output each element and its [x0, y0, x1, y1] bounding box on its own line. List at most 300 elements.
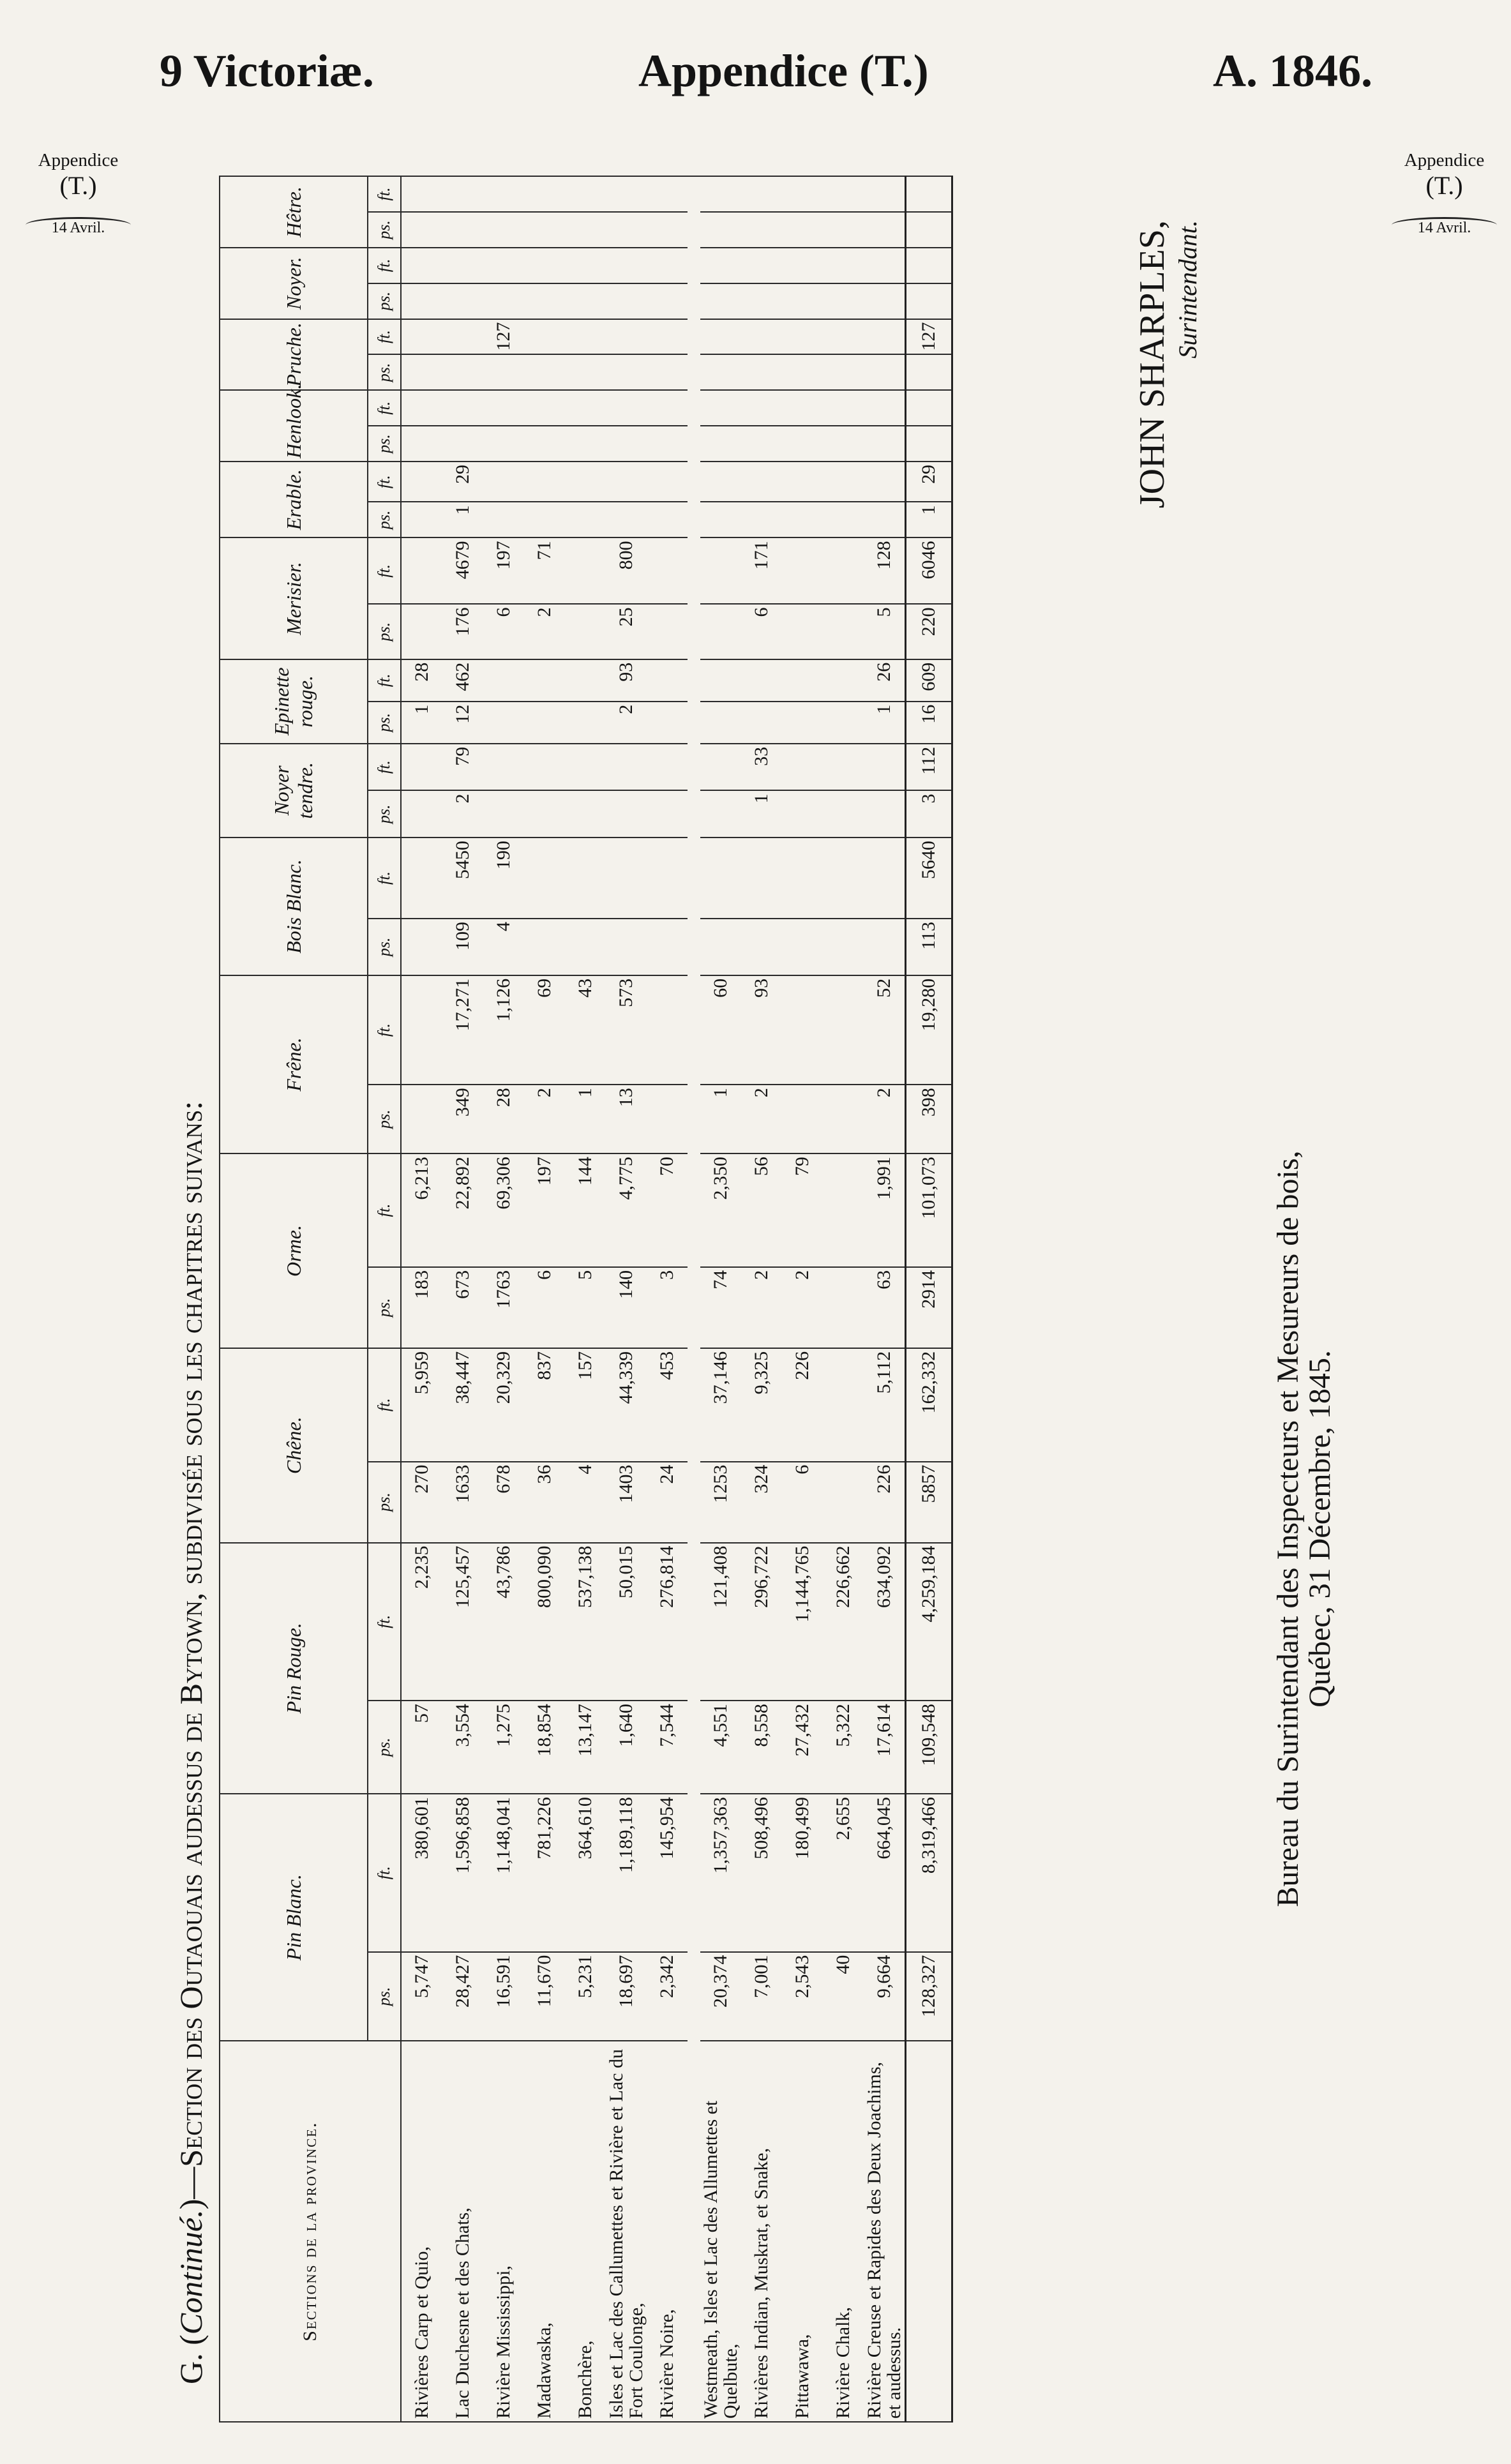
- table-cell: 157: [565, 1348, 606, 1462]
- table-cell: [565, 390, 606, 426]
- total-cell: 19,280: [906, 975, 952, 1085]
- table-cell: [700, 790, 741, 838]
- table-cell: [606, 790, 647, 838]
- table-cell: [647, 354, 688, 390]
- table-cell: [864, 212, 906, 248]
- total-cell: 128,327: [906, 1952, 952, 2041]
- table-cell: [565, 919, 606, 975]
- table-cell: 673: [442, 1267, 483, 1348]
- table-cell: 781,226: [524, 1794, 565, 1952]
- table-cell: 1: [565, 1085, 606, 1153]
- table-cell: [741, 659, 782, 702]
- table-cell: [565, 354, 606, 390]
- table-cell: [647, 975, 688, 1085]
- side-note-letter: (T.): [59, 171, 97, 200]
- table-cell: 5,747: [401, 1952, 442, 2041]
- table-cell: 11,670: [524, 1952, 565, 2041]
- table-cell: 837: [524, 1348, 565, 1462]
- table-cell: [647, 604, 688, 659]
- unit-header: ps.: [368, 212, 401, 248]
- table-cell: [442, 426, 483, 462]
- unit-header: ps.: [368, 1267, 401, 1348]
- table-cell: 60: [700, 975, 741, 1085]
- table-cell: [700, 462, 741, 502]
- table-cell: [823, 1267, 864, 1348]
- table-cell: 18,854: [524, 1701, 565, 1794]
- table-row: [565, 176, 606, 2422]
- total-cell: 4,259,184: [906, 1543, 952, 1701]
- table-cell: 127: [483, 319, 524, 355]
- table-cell: [524, 426, 565, 462]
- table-cell: 4679: [442, 537, 483, 604]
- table-cell: [782, 283, 823, 319]
- table-cell: 79: [782, 1153, 823, 1267]
- table-cell: [864, 838, 906, 919]
- table-cell: [606, 462, 647, 502]
- table-cell: [565, 838, 606, 919]
- table-cell: 462: [442, 659, 483, 702]
- table-cell: [524, 702, 565, 744]
- table-cell: [565, 702, 606, 744]
- table-cell: [823, 659, 864, 702]
- table-cell: [782, 502, 823, 538]
- table-cell: 2,655: [823, 1794, 864, 1952]
- table-cell: 3: [647, 1267, 688, 1348]
- total-cell: 398: [906, 1085, 952, 1153]
- table-cell: [700, 502, 741, 538]
- table-cell: [483, 176, 524, 212]
- total-cell: 609: [906, 659, 952, 702]
- species-column-header: Merisier.: [220, 537, 368, 659]
- table-row: [647, 176, 688, 2422]
- table-cell: [782, 248, 823, 283]
- table-cell: 2: [606, 702, 647, 744]
- table-cell: 38,447: [442, 1348, 483, 1462]
- table-cell: [524, 790, 565, 838]
- table-cell: 573: [606, 975, 647, 1085]
- table-cell: [524, 390, 565, 426]
- table-cell: 52: [864, 975, 906, 1085]
- table-cell: [700, 212, 741, 248]
- table-cell: [782, 212, 823, 248]
- species-column-header: Frêne.: [220, 975, 368, 1153]
- unit-header: ft.: [368, 1543, 401, 1701]
- table-cell: 93: [606, 659, 647, 702]
- table-cell: [823, 1348, 864, 1462]
- table-cell: [741, 283, 782, 319]
- table-cell: 4: [483, 919, 524, 975]
- table-cell: [401, 426, 442, 462]
- table-cell: 1: [864, 702, 906, 744]
- total-cell: 113: [906, 919, 952, 975]
- table-cell: [401, 248, 442, 283]
- table-cell: [524, 176, 565, 212]
- table-cell: 270: [401, 1462, 442, 1543]
- table-cell: [741, 212, 782, 248]
- table-cell: 2: [741, 1267, 782, 1348]
- table-cell: [823, 537, 864, 604]
- table-cell: 1,144,765: [782, 1543, 823, 1701]
- table-cell: 7,544: [647, 1701, 688, 1794]
- table-cell: [401, 604, 442, 659]
- table-cell: 1: [442, 502, 483, 538]
- table-cell: 2: [782, 1267, 823, 1348]
- table-cell: 508,496: [741, 1794, 782, 1952]
- table-cell: 44,339: [606, 1348, 647, 1462]
- table-cell: 71: [524, 537, 565, 604]
- table-cell: 28,427: [442, 1952, 483, 2041]
- table-cell: [483, 283, 524, 319]
- table-cell: [741, 426, 782, 462]
- section-name: Rivière Creuse et Rapides des Deux Joachims, et audessus.: [864, 2041, 906, 2422]
- table-cell: [782, 790, 823, 838]
- species-column-header: Pin Blanc.: [220, 1794, 368, 2041]
- bureau-date: Québec, 31 Décembre, 1845.: [1303, 1350, 1337, 1708]
- table-cell: [823, 790, 864, 838]
- total-cell: 109,548: [906, 1701, 952, 1794]
- signature-title: Surintendant.: [1173, 220, 1202, 359]
- side-note-label: Appendice: [1404, 150, 1485, 170]
- table-cell: 2,235: [401, 1543, 442, 1701]
- section-name: Rivières Carp et Quio,: [401, 2041, 442, 2422]
- table-cell: [647, 1085, 688, 1153]
- table-cell: 27,432: [782, 1701, 823, 1794]
- signature-block: [1132, 220, 1203, 616]
- table-cell: [782, 604, 823, 659]
- table-cell: 664,045: [864, 1794, 906, 1952]
- table-cell: 17,271: [442, 975, 483, 1085]
- unit-header: ps.: [368, 426, 401, 462]
- table-cell: 1: [741, 790, 782, 838]
- table-cell: [782, 659, 823, 702]
- table-cell: 33: [741, 744, 782, 791]
- table-cell: [524, 283, 565, 319]
- section-name: Rivière Noire,: [647, 2041, 688, 2422]
- table-cell: [524, 502, 565, 538]
- table-cell: [565, 604, 606, 659]
- table-cell: [741, 919, 782, 975]
- table-row: [483, 176, 524, 2422]
- table-cell: 2,342: [647, 1952, 688, 2041]
- table-cell: [524, 319, 565, 355]
- table-cell: 5450: [442, 838, 483, 919]
- table-cell: [741, 838, 782, 919]
- table-cell: 183: [401, 1267, 442, 1348]
- table-cell: [823, 919, 864, 975]
- table-cell: 4,551: [700, 1701, 741, 1794]
- table-cell: 176: [442, 604, 483, 659]
- table-cell: [483, 354, 524, 390]
- table-cell: [700, 702, 741, 744]
- species-column-header: Noyer.: [220, 248, 368, 319]
- table-cell: [741, 502, 782, 538]
- bureau-footer: [1272, 827, 1337, 2231]
- total-cell: [906, 248, 952, 283]
- table-cell: 171: [741, 537, 782, 604]
- unit-header: ft.: [368, 1794, 401, 1952]
- table-cell: 9,664: [864, 1952, 906, 2041]
- species-column-header: Epinette rouge.: [220, 659, 368, 744]
- table-cell: 74: [700, 1267, 741, 1348]
- section-name: Rivières Indian, Muskrat, et Snake,: [741, 2041, 782, 2422]
- section-name: Rivière Mississippi,: [483, 2041, 524, 2422]
- table-cell: [647, 919, 688, 975]
- table-cell: 5,322: [823, 1701, 864, 1794]
- table-cell: [442, 283, 483, 319]
- table-cell: [864, 426, 906, 462]
- table-cell: [606, 212, 647, 248]
- table-row: [823, 176, 864, 2422]
- unit-header: ft.: [368, 537, 401, 604]
- species-column-header: Henlook.: [220, 390, 368, 462]
- table-cell: [647, 248, 688, 283]
- title-prefix: G. (: [173, 2334, 209, 2384]
- table-cell: 79: [442, 744, 483, 791]
- section-name: Rivière Chalk,: [823, 2041, 864, 2422]
- total-cell: 1: [906, 502, 952, 538]
- table-cell: 197: [524, 1153, 565, 1267]
- table-cell: [606, 283, 647, 319]
- species-column-header: Pin Rouge.: [220, 1543, 368, 1794]
- table-cell: [647, 838, 688, 919]
- header-session: 9 Victoriæ.: [160, 45, 374, 96]
- unit-header: ft.: [368, 975, 401, 1085]
- table-cell: [401, 919, 442, 975]
- unit-header: ft.: [368, 838, 401, 919]
- table-cell: [823, 1153, 864, 1267]
- table-cell: [401, 1085, 442, 1153]
- species-column-header: Erable.: [220, 462, 368, 537]
- table-cell: 2,350: [700, 1153, 741, 1267]
- table-cell: [606, 176, 647, 212]
- section-name: Lac Duchesne et des Chats,: [442, 2041, 483, 2422]
- total-cell: [906, 390, 952, 426]
- table-cell: 12: [442, 702, 483, 744]
- table-cell: [524, 744, 565, 791]
- table-cell: 17,614: [864, 1701, 906, 1794]
- unit-header: ps.: [368, 702, 401, 744]
- table-cell: [864, 248, 906, 283]
- unit-header: ft.: [368, 390, 401, 426]
- unit-header: ps.: [368, 283, 401, 319]
- table-cell: [565, 537, 606, 604]
- table-cell: 69,306: [483, 1153, 524, 1267]
- table-cell: [823, 212, 864, 248]
- table-cell: 2: [442, 790, 483, 838]
- table-cell: [700, 354, 741, 390]
- table-cell: [700, 919, 741, 975]
- side-note-left: [10, 150, 147, 237]
- table-cell: [647, 283, 688, 319]
- unit-header: ps.: [368, 502, 401, 538]
- table-cell: 380,601: [401, 1794, 442, 1952]
- table-cell: [524, 354, 565, 390]
- table-cell: [442, 354, 483, 390]
- table-cell: [782, 426, 823, 462]
- table-cell: 22,892: [442, 1153, 483, 1267]
- section-name: Madawaska,: [524, 2041, 565, 2422]
- table-cell: 1253: [700, 1462, 741, 1543]
- table-cell: [647, 502, 688, 538]
- species-column-header: Orme.: [220, 1153, 368, 1348]
- total-cell: 6046: [906, 537, 952, 604]
- table-cell: 1,126: [483, 975, 524, 1085]
- table-cell: 6: [524, 1267, 565, 1348]
- unit-header: ps.: [368, 1085, 401, 1153]
- unit-header: ft.: [368, 1153, 401, 1267]
- table-cell: [864, 283, 906, 319]
- table-cell: [864, 390, 906, 426]
- table-cell: 349: [442, 1085, 483, 1153]
- table-cell: 2: [524, 604, 565, 659]
- totals-row: [906, 176, 952, 2422]
- total-cell: 5640: [906, 838, 952, 919]
- table-cell: [483, 212, 524, 248]
- total-cell: [906, 212, 952, 248]
- unit-header: ft.: [368, 176, 401, 212]
- table-cell: 2: [524, 1085, 565, 1153]
- table-cell: [483, 390, 524, 426]
- table-cell: [823, 354, 864, 390]
- table-cell: 109: [442, 919, 483, 975]
- table-cell: [606, 354, 647, 390]
- side-note-letter: (T.): [1425, 171, 1463, 200]
- unit-header: ft.: [368, 319, 401, 355]
- table-cell: 37,146: [700, 1348, 741, 1462]
- table-cell: [823, 426, 864, 462]
- table-cell: [565, 426, 606, 462]
- table-cell: 43: [565, 975, 606, 1085]
- table-cell: [565, 283, 606, 319]
- table-cell: 25: [606, 604, 647, 659]
- table-cell: [782, 744, 823, 791]
- table-cell: [823, 502, 864, 538]
- table-cell: [700, 390, 741, 426]
- table-cell: [700, 319, 741, 355]
- table-cell: 4: [565, 1462, 606, 1543]
- table-cell: [401, 176, 442, 212]
- table-cell: [864, 462, 906, 502]
- table-cell: 1,357,363: [700, 1794, 741, 1952]
- table-cell: [565, 176, 606, 212]
- table-cell: [647, 537, 688, 604]
- table-cell: 7,001: [741, 1952, 782, 2041]
- table-cell: [606, 248, 647, 283]
- table-cell: [741, 319, 782, 355]
- table-cell: [647, 702, 688, 744]
- species-column-header: Hêtre.: [220, 176, 368, 248]
- section-name: Westmeath, Isles et Lac des Allumettes et Quelbute,: [700, 2041, 741, 2422]
- total-cell: 112: [906, 744, 952, 791]
- table-cell: 26: [864, 659, 906, 702]
- table-cell: 18,697: [606, 1952, 647, 2041]
- table-cell: 1403: [606, 1462, 647, 1543]
- table-cell: [700, 283, 741, 319]
- table-cell: [565, 790, 606, 838]
- side-note-date: 14 Avril.: [1417, 220, 1471, 237]
- table-cell: [782, 919, 823, 975]
- table-cell: [647, 390, 688, 426]
- table-cell: [823, 248, 864, 283]
- species-column-header: Chêne.: [220, 1348, 368, 1543]
- table-cell: 180,499: [782, 1794, 823, 1952]
- table-cell: [565, 744, 606, 791]
- table-cell: [782, 176, 823, 212]
- table-cell: 1,991: [864, 1153, 906, 1267]
- table-cell: 5: [864, 604, 906, 659]
- section-name: Bonchère,: [565, 2041, 606, 2422]
- table-cell: 121,408: [700, 1543, 741, 1701]
- table-cell: 800: [606, 537, 647, 604]
- table-cell: 1,640: [606, 1701, 647, 1794]
- table-cell: 5: [565, 1267, 606, 1348]
- table-cell: 1: [401, 702, 442, 744]
- total-cell: 8,319,466: [906, 1794, 952, 1952]
- table-cell: 40: [823, 1952, 864, 2041]
- table-cell: [823, 1462, 864, 1543]
- table-cell: [782, 462, 823, 502]
- section-column-header: Sections de la province.: [220, 2041, 401, 2422]
- table-cell: [823, 604, 864, 659]
- total-cell: 5857: [906, 1462, 952, 1543]
- total-cell: 220: [906, 604, 952, 659]
- table-cell: 9,325: [741, 1348, 782, 1462]
- table-cell: [823, 390, 864, 426]
- table-cell: [401, 744, 442, 791]
- table-cell: [401, 462, 442, 502]
- table-row: [741, 176, 782, 2422]
- table-cell: [483, 702, 524, 744]
- table-cell: [606, 919, 647, 975]
- table-cell: [401, 537, 442, 604]
- table-cell: 29: [442, 462, 483, 502]
- table-cell: [782, 838, 823, 919]
- table-cell: [782, 702, 823, 744]
- total-cell: [906, 283, 952, 319]
- table-cell: [647, 462, 688, 502]
- table-cell: [700, 838, 741, 919]
- table-cell: 2,543: [782, 1952, 823, 2041]
- title-text: )—Section des Outaouais audessus de Bytown, subdivisée sous les chapitres suivans:: [173, 1101, 209, 2210]
- total-cell: 127: [906, 319, 952, 355]
- table-cell: [442, 176, 483, 212]
- total-cell: [906, 176, 952, 212]
- table-cell: 3,554: [442, 1701, 483, 1794]
- table-cell: [606, 838, 647, 919]
- table-cell: 1,596,858: [442, 1794, 483, 1952]
- table-cell: [524, 212, 565, 248]
- table-cell: [782, 354, 823, 390]
- table-cell: [741, 462, 782, 502]
- table-cell: 6: [483, 604, 524, 659]
- table-cell: [700, 176, 741, 212]
- table-cell: [647, 212, 688, 248]
- bureau-line: Bureau du Surintendant des Inspecteurs et Mesureurs de bois,: [1271, 1150, 1305, 1907]
- rotated-table-page: [158, 150, 1397, 2423]
- species-column-header: Noyer tendre.: [220, 744, 368, 838]
- header-appendix: Appendice (T.): [638, 45, 929, 96]
- table-cell: 276,814: [647, 1543, 688, 1701]
- table-cell: [401, 838, 442, 919]
- table-cell: 16,591: [483, 1952, 524, 2041]
- table-cell: [700, 248, 741, 283]
- table-cell: [442, 390, 483, 426]
- table-cell: 36: [524, 1462, 565, 1543]
- table-title: [172, 1101, 209, 2384]
- table-cell: 13,147: [565, 1701, 606, 1794]
- table-cell: 93: [741, 975, 782, 1085]
- unit-header: ps.: [368, 919, 401, 975]
